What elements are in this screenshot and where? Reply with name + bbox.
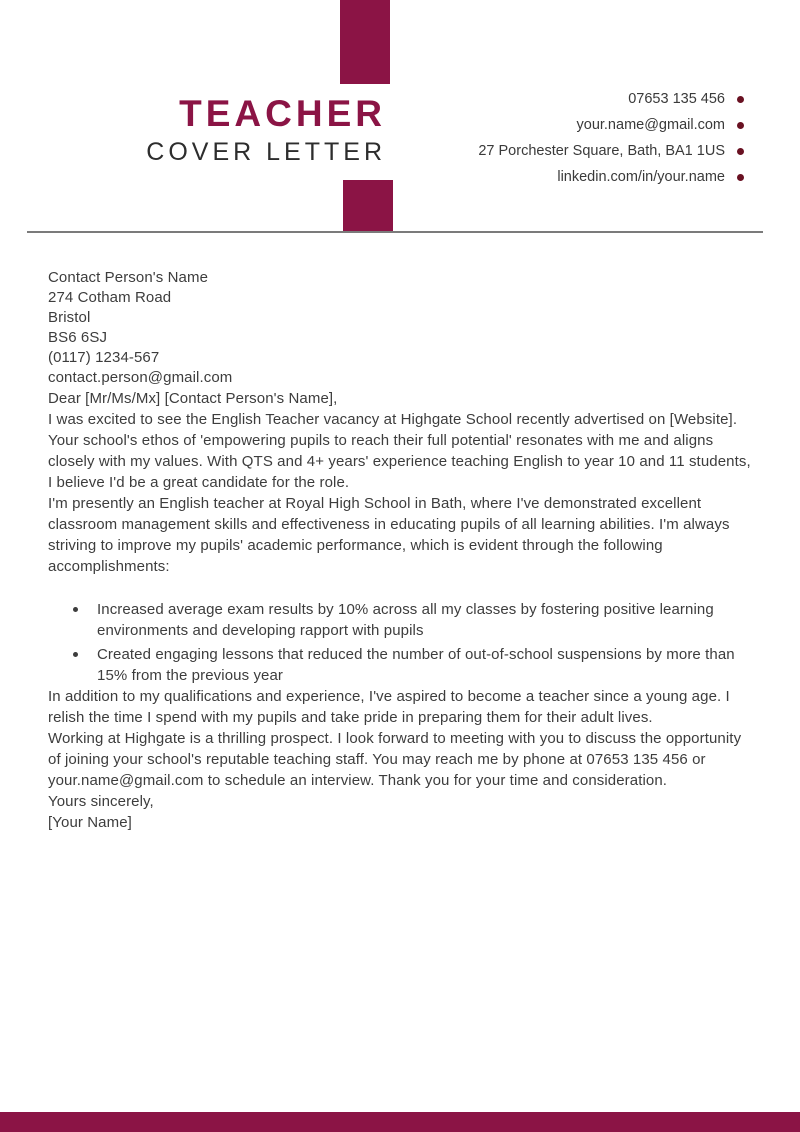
accomplishments-list	[48, 599, 755, 686]
recipient-name: Contact Person's Name	[48, 269, 209, 286]
recipient-street: 274 Cotham Road	[48, 289, 172, 306]
document-title: TEACHER	[179, 93, 386, 134]
sender-contact-block	[478, 86, 744, 190]
contact-phone: 07653 135 456	[628, 91, 725, 107]
contact-phone-row	[478, 86, 744, 112]
recipient-postcode: BS6 6SJ	[48, 329, 108, 346]
top-accent-bar	[340, 0, 390, 84]
recipient-address-block	[48, 268, 755, 388]
greeting-line: Dear [Mr/Ms/Mx] [Contact Person's Name],	[48, 390, 338, 407]
middle-accent-bar	[343, 180, 393, 232]
bullet-dot-icon	[737, 122, 744, 129]
signoff-line: Yours sincerely,	[48, 793, 154, 810]
paragraph-closing: Working at Highgate is a thrilling prospect. I look forward to meeting with you to discuss the opportunity of joining your school's reputable teaching staff. You may reach me by phone at 07653 135 456 or your.name@gmail.com to schedule an interview. Thank you for your time and consideration.	[48, 730, 742, 789]
bullet-dot-icon	[737, 96, 744, 103]
accomplishment-item: Increased average exam results by 10% across all my classes by fostering positive learning environments and developing rapport with pupils	[48, 599, 755, 641]
contact-email-row	[478, 112, 744, 138]
document-subtitle: COVER LETTER	[146, 138, 386, 166]
signature-name: [Your Name]	[48, 814, 132, 831]
bullet-dot-icon	[737, 174, 744, 181]
contact-linkedin: linkedin.com/in/your.name	[557, 169, 725, 185]
paragraph-current-role: I'm presently an English teacher at Royal High School in Bath, where I've demonstrated excellent classroom management skills and effectiveness in educating pupils of all learning abilities. I'm always striving to improve my pupils' academic performance, which is evident through the following accomplishments:	[48, 495, 730, 575]
paragraph-introduction: I was excited to see the English Teacher vacancy at Highgate School recently advertised on [Website]. Your school's ethos of 'empowering pupils to reach their full potential' resonates with me and aligns closely with my values. With QTS and 4+ years' experience teaching English to year 10 and 11 students, I believe I'd be a great candidate for the role.	[48, 411, 751, 491]
footer-accent-bar	[0, 1112, 800, 1132]
recipient-phone: (0117) 1234-567	[48, 349, 160, 366]
contact-linkedin-row	[478, 164, 744, 190]
accomplishment-item: Created engaging lessons that reduced the number of out-of-school suspensions by more than 15% from the previous year	[48, 644, 755, 686]
bullet-dot-icon	[737, 148, 744, 155]
paragraph-motivation: In addition to my qualifications and experience, I've aspired to become a teacher since a young age. I relish the time I spend with my pupils and take pride in preparing them for their adult lives.	[48, 688, 730, 726]
contact-address-row	[478, 138, 744, 164]
document-title-block	[120, 94, 386, 166]
letter-body	[48, 268, 755, 833]
contact-email: your.name@gmail.com	[576, 117, 725, 133]
contact-address: 27 Porchester Square, Bath, BA1 1US	[478, 143, 725, 159]
header-divider	[27, 231, 763, 233]
recipient-city: Bristol	[48, 309, 91, 326]
recipient-email: contact.person@gmail.com	[48, 369, 233, 386]
